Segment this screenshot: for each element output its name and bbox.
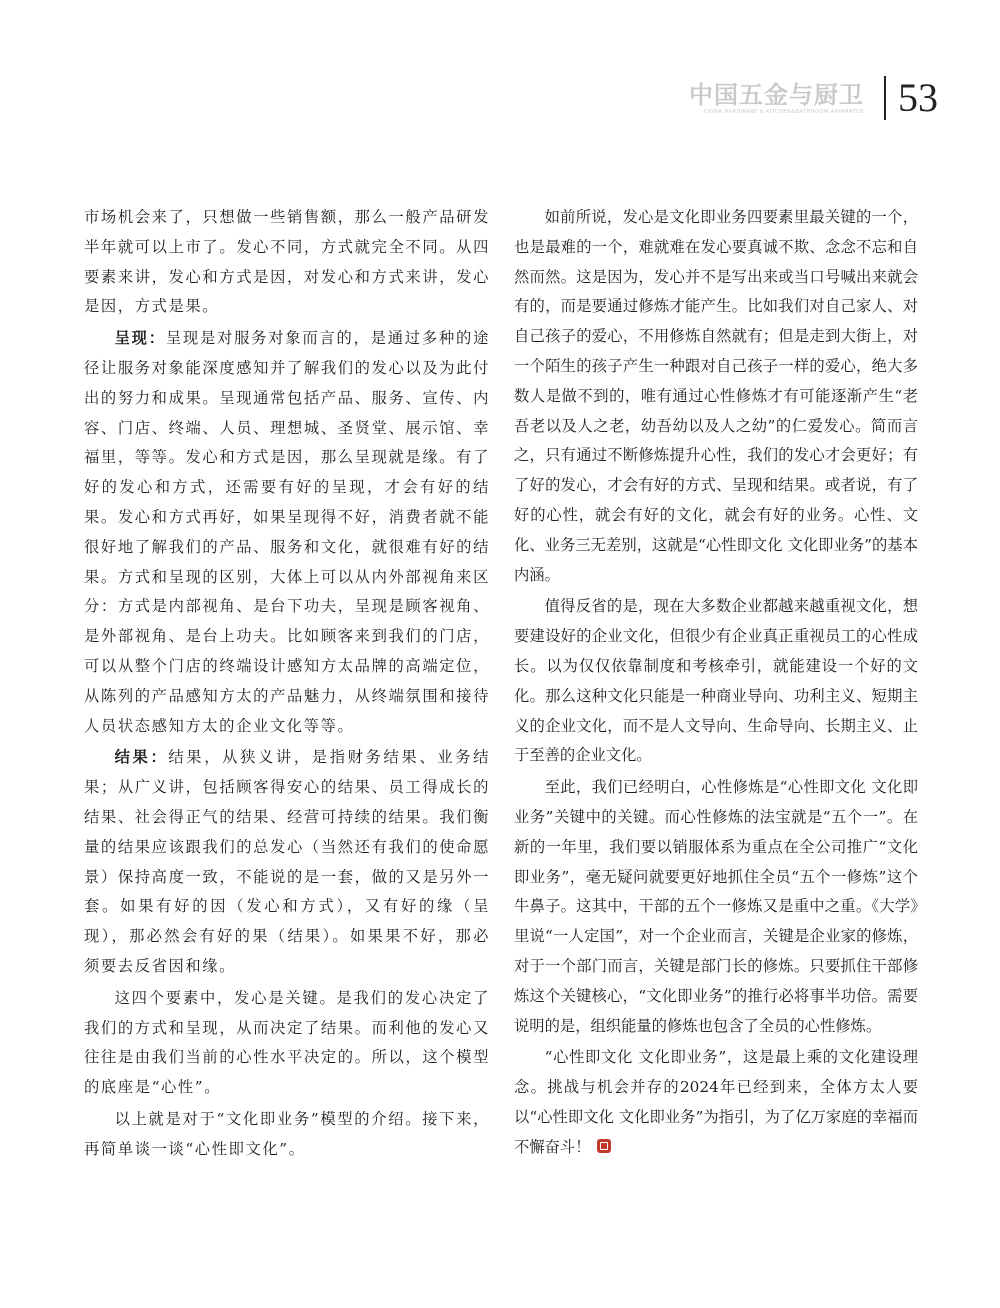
paragraph-presentation — [84, 324, 490, 741]
paragraph: 市场机会来了，只想做一些销售额，那么一般产品研发半年就可以上市了。发心不同，方式就完全不同。从四要素来讲，发心和方式是因，对发心和方式来讲，发心是因，方式是果。 — [84, 208, 490, 316]
paragraph-text: “心性即文化 文化即业务”，这是最上乘的文化建设理念。挑战与机会并存的2024年已经到来，全体方太人要以“心性即文化 文化即业务”为指引，为了亿万家庭的幸福而不懈奋斗！ — [514, 1048, 918, 1156]
term-heading: 呈现： — [114, 329, 166, 348]
masthead-subtitle: CHINA HARDWARE & KITCHEN&BATHROOM APPARATUS — [703, 108, 864, 115]
term-heading: 结果： — [114, 748, 169, 767]
header-divider — [884, 76, 886, 120]
paragraph-result — [84, 743, 490, 981]
paragraph-text: 结果，从狭义讲，是指财务结果、业务结果；从广义讲，包括顾客得安心的结果、员工得成长的结果、社会得正气的结果、经营可持续的结果。我们衡量的结果应该跟我们的总发心（当然还有我们的使命愿景）保持高度一致，不能说的是一套，做的又是另外一套。如果有好的因（发心和方式），又有好的缘（呈现），那必然会有好的果（结果）。如果果不好，那必须要去反省因和缘。 — [84, 748, 490, 975]
paragraph: 如前所说，发心是文化即业务四要素里最关键的一个，也是最难的一个，难就难在发心要真诚不欺、念念不忘和自然而然。这是因为，发心并不是写出来或当口号喊出来就会有的，而是要通过修炼才能产生。比如我们对自己家人、对自己孩子的爱心，不用修炼自然就有；但是走到大街上，对一个陌生的孩子产生一种跟对自己孩子一样的爱心，绝大多数人是做不到的，唯有通过心性修炼才有可能逐渐产生“老吾老以及人之老，幼吾幼以及人之幼”的仁爱发心。简而言之，只有通过不断修炼提升心性，我们的发心才会更好；有了好的发心，才会有好的方式、呈现和结果。或者说，有了好的心性，就会有好的文化，就会有好的业务。心性、文化、业务三无差别，这就是“心性即文化 文化即业务”的基本内涵。 — [514, 208, 918, 584]
paragraph-text: 呈现是对服务对象而言的，是通过多种的途径让服务对象能深度感知并了解我们的发心以及为此付出的努力和成果。呈现通常包括产品、服务、宣传、内容、门店、终端、人员、理想城、圣贤堂、展示馆、幸福里，等等。发心和方式是因，那么呈现就是缘。有了好的发心和方式，还需要有好的呈现，才会有好的结果。发心和方式再好，如果呈现得不好，消费者就不能很好地了解我们的产品、服务和文化，就很难有好的结果。方式和呈现的区别，大体上可以从内外部视角来区分：方式是内部视角、是台下功夫，呈现是顾客视角、是外部视角、是台上功夫。比如顾客来到我们的门店，可以从整个门店的终端设计感知方太品牌的高端定位，从陈列的产品感知方太的产品魅力，从终端氛围和接待人员状态感知方太的企业文化等等。 — [84, 329, 490, 735]
page-header — [689, 70, 938, 126]
paragraph: 至此，我们已经明白，心性修炼是“心性即文化 文化即业务”关键中的关键。而心性修炼的法宝就是“五个一”。在新的一年里，我们要以销服体系为重点在全公司推广“文化即业务”，毫无疑问就要更好地抓住全员“五个一修炼”这个牛鼻子。这其中，干部的五个一修炼又是重中之重。《大学》里说“一人定国”，对一个企业而言，关键是企业家的修炼，对于一个部门而言，关键是部门长的修炼。只要抓住干部修炼这个关键核心，“文化即业务”的推行必将事半功倍。需要说明的是，组织能量的修炼也包含了全员的心性修炼。 — [514, 778, 918, 1035]
paragraph: 值得反省的是，现在大多数企业都越来越重视文化，想要建设好的企业文化，但很少有企业真正重视员工的心性成长。以为仅仅依靠制度和考核牵引，就能建设一个好的文化。那么这种文化只能是一种商业导向、功利主义、短期主义的企业文化，而不是人文导向、生命导向、长期主义、止于至善的企业文化。 — [514, 597, 918, 765]
left-column — [84, 203, 490, 1167]
paragraph-final — [514, 1043, 918, 1162]
paragraph: 这四个要素中，发心是关键。是我们的发心决定了我们的方式和呈现，从而决定了结果。而利他的发心又往往是由我们当前的心性水平决定的。所以，这个模型的底座是“心性”。 — [84, 988, 490, 1097]
end-mark-icon — [597, 1139, 611, 1153]
page-number: 53 — [898, 75, 938, 120]
paragraph: 以上就是对于“文化即业务”模型的介绍。接下来，再简单谈一谈“心性即文化”。 — [84, 1109, 490, 1158]
magazine-masthead-logo — [689, 81, 864, 116]
masthead-title: 中国五金与厨卫 — [689, 80, 864, 109]
right-column — [514, 203, 918, 1165]
